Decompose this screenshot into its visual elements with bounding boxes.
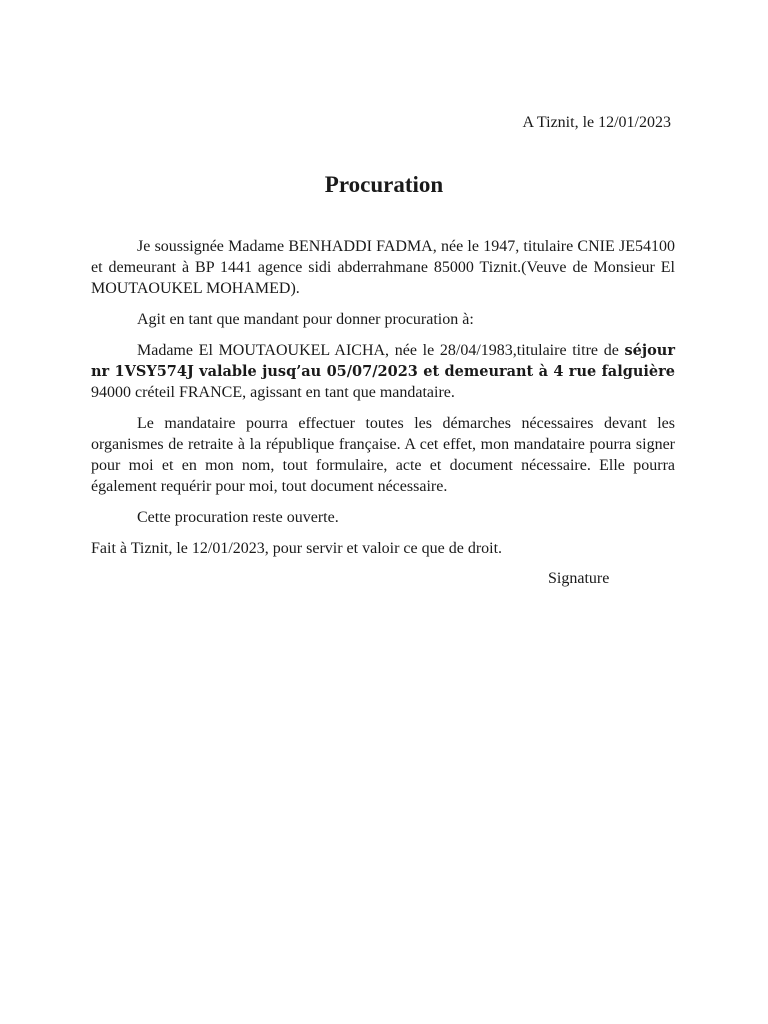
paragraph-validity: Cette procuration reste ouverte. <box>137 509 339 526</box>
mandataire-text-bold: séjour nr 1VSY574J valable jusq’au 05/07/2023 et demeurant à 4 rue falguière <box>91 342 675 380</box>
paragraph-mandant-identity: Je soussignée Madame BENHADDI FADMA, née le 1947, titulaire CNIE JE54100 et demeurant à BP 1441 agence sidi abderrahmane 85000 Tiznit.(Veuve de Monsieur El MOUTAOUKEL MOHAMED). <box>91 238 675 297</box>
paragraph-mandataire-identity <box>91 340 675 403</box>
paragraph-mandate-scope: Le mandataire pourra effectuer toutes les démarches nécessaires devant les organismes de retraite à la république française. A cet effet, mon mandataire pourra signer pour moi et en mon nom, tout formulaire, acte et document nécessaire. Elle pourra également requérir pour moi, tout document nécessaire. <box>91 415 675 495</box>
mandataire-text-end: 94000 créteil FRANCE, agissant en tant que mandataire. <box>91 384 455 401</box>
closing-line: Fait à Tiznit, le 12/01/2023, pour servir et valoir ce que de droit. <box>91 540 503 557</box>
place-date: A Tiznit, le 12/01/2023 <box>522 114 671 131</box>
paragraph-procuration-intro: Agit en tant que mandant pour donner procuration à: <box>137 311 474 328</box>
signature-label: Signature <box>548 570 610 587</box>
mandataire-text-start: Madame El MOUTAOUKEL AICHA, née le 28/04/1983,titulaire titre de <box>137 342 625 359</box>
document-title: Procuration <box>324 172 444 197</box>
document-body <box>91 236 675 569</box>
